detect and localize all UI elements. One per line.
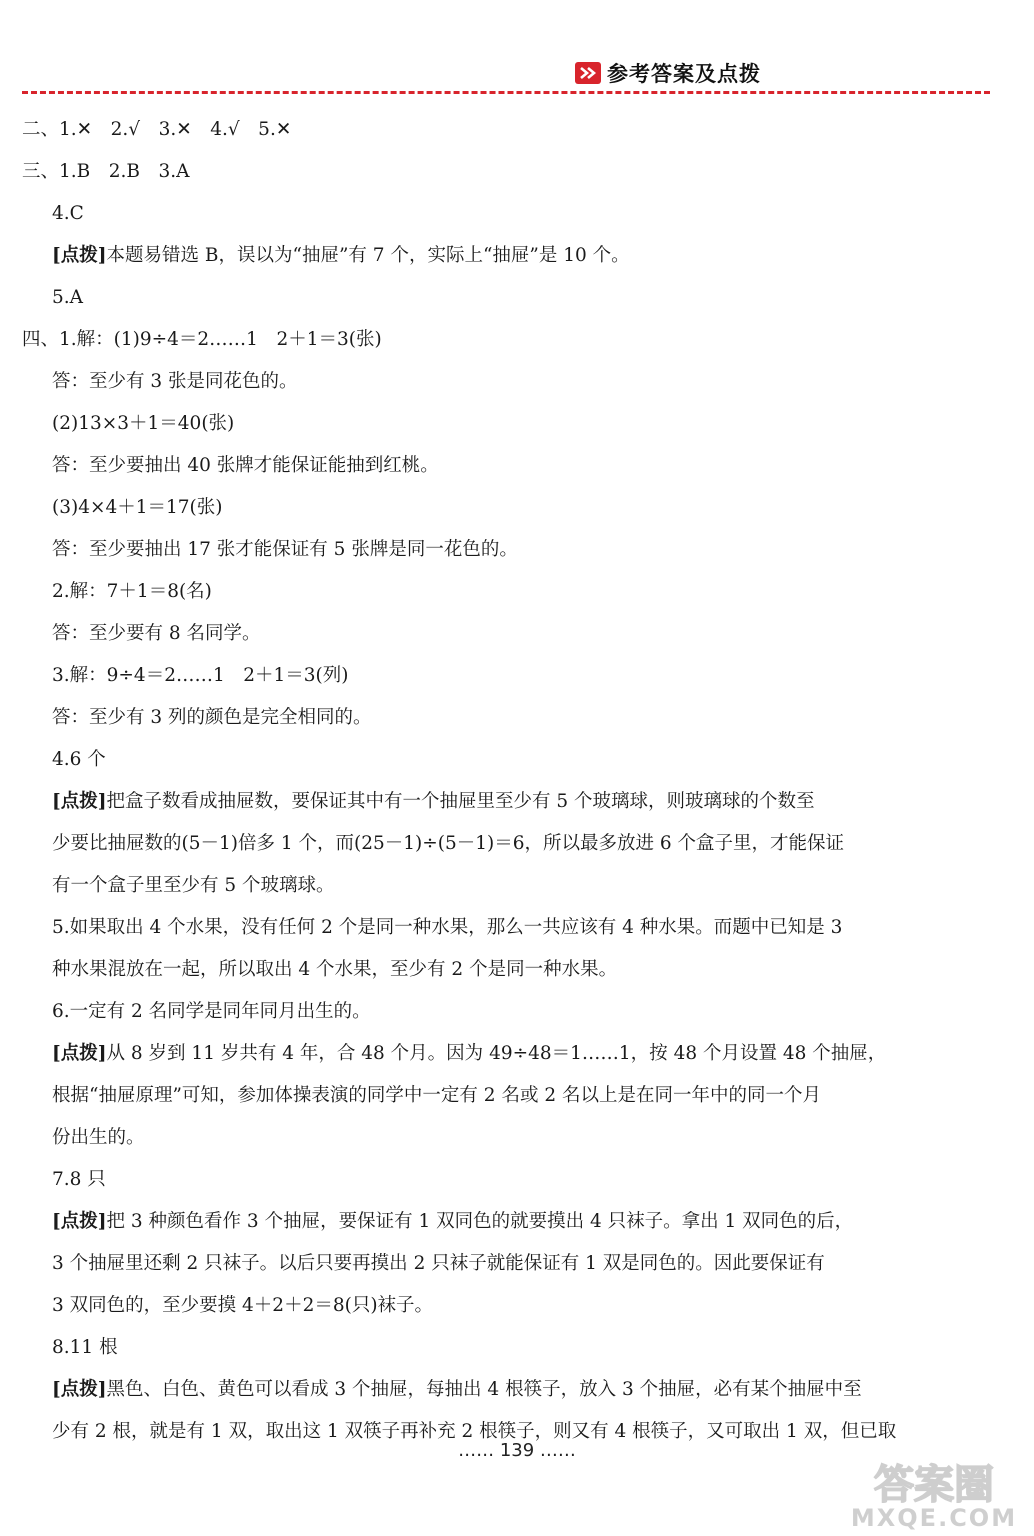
- answer-line: 5.如果取出 4 个水果，没有任何 2 个是同一种水果，那么一共应该有 4 种水果。而题中已知是 3: [52, 917, 843, 938]
- answer-line: 答：至少要抽出 17 张才能保证有 5 张牌是同一花色的。: [52, 539, 518, 560]
- tip-label: [点拨]: [52, 1379, 107, 1400]
- answer-line: 5.A: [52, 287, 84, 308]
- answer-line: 有一个盒子里至少有 5 个玻璃球。: [52, 875, 335, 896]
- tip-label: [点拨]: [52, 791, 107, 812]
- header-title: 参考答案及点拨: [607, 62, 761, 86]
- footer-dots-right: ……: [539, 1440, 576, 1461]
- tip-label: [点拨]: [52, 1043, 107, 1064]
- answer-line: 份出生的。: [52, 1127, 145, 1148]
- answer-line: 四、1.解：(1)9÷4＝2……1 2＋1＝3(张): [22, 329, 382, 350]
- answer-line: 根据“抽屉原理”可知，参加体操表演的同学中一定有 2 名或 2 名以上是在同一年中的同一个月: [52, 1085, 821, 1106]
- answer-line: 6.一定有 2 名同学是同年同月出生的。: [52, 1001, 371, 1022]
- tip-label: [点拨]: [52, 245, 107, 266]
- answer-line: (2)13×3＋1＝40(张): [52, 413, 235, 434]
- answer-line: 8.11 根: [52, 1337, 118, 1358]
- answer-line: 2.解：7＋1＝8(名): [52, 581, 212, 602]
- tip-line: [点拨]黑色、白色、黄色可以看成 3 个抽屉，每抽出 4 根筷子，放入 3 个抽屉，必有某个抽屉中至: [52, 1379, 862, 1400]
- header-divider: [22, 91, 990, 94]
- answer-line: 种水果混放在一起，所以取出 4 个水果，至少有 2 个是同一种水果。: [52, 959, 618, 980]
- answer-line: 三、1.B 2.B 3.A: [22, 161, 190, 182]
- answer-line: 7.8 只: [52, 1169, 106, 1190]
- answer-line: (3)4×4＋1＝17(张): [52, 497, 223, 518]
- tip-line: [点拨]本题易错选 B，误以为“抽屉”有 7 个，实际上“抽屉”是 10 个。: [52, 245, 630, 266]
- answer-line: 3 双同色的，至少要摸 4＋2＋2＝8(只)袜子。: [52, 1295, 434, 1316]
- watermark-text: 答案圈: [874, 1462, 994, 1508]
- tip-line: [点拨]把盒子数看成抽屉数，要保证其中有一个抽屉里至少有 5 个玻璃球，则玻璃球的个数至: [52, 791, 815, 812]
- page-header: [575, 58, 761, 88]
- page-number: 139: [499, 1440, 535, 1461]
- tip-label: [点拨]: [52, 1211, 107, 1232]
- watermark-logo: [842, 1458, 1026, 1530]
- double-chevron-icon: [575, 62, 601, 84]
- answer-line: 4.6 个: [52, 749, 106, 770]
- tip-line: [点拨]把 3 种颜色看作 3 个抽屉，要保证有 1 双同色的就要摸出 4 只袜子。拿出 1 双同色的后，: [52, 1211, 854, 1232]
- answer-line: 少要比抽屉数的(5－1)倍多 1 个，而(25－1)÷(5－1)＝6，所以最多放进 6 个盒子里，才能保证: [52, 833, 845, 854]
- answer-line: 3.解：9÷4＝2……1 2＋1＝3(列): [52, 665, 349, 686]
- watermark-url: MXQE.COM: [850, 1504, 1018, 1530]
- answer-line: 答：至少要有 8 名同学。: [52, 623, 261, 644]
- footer-dots-left: ……: [458, 1440, 495, 1461]
- answer-line: 少有 2 根，就是有 1 双，取出这 1 双筷子再补充 2 根筷子，则又有 4 根筷子，又可取出 1 双，但已取: [52, 1421, 897, 1442]
- answer-line: 答：至少有 3 张是同花色的。: [52, 371, 298, 392]
- answer-line: 二、1.✕ 2.√ 3.✕ 4.√ 5.✕: [22, 119, 292, 140]
- answer-line: 4.C: [52, 203, 84, 224]
- answer-line: 答：至少有 3 列的颜色是完全相同的。: [52, 707, 372, 728]
- answer-line: 答：至少要抽出 40 张牌才能保证能抽到红桃。: [52, 455, 439, 476]
- answer-line: 3 个抽屉里还剩 2 只袜子。以后只要再摸出 2 只袜子就能保证有 1 双是同色的。因此要保证有: [52, 1253, 825, 1274]
- tip-line: [点拨]从 8 岁到 11 岁共有 4 年，合 48 个月。因为 49÷48＝1……1，按 48 个月设置 48 个抽屉，: [52, 1043, 887, 1064]
